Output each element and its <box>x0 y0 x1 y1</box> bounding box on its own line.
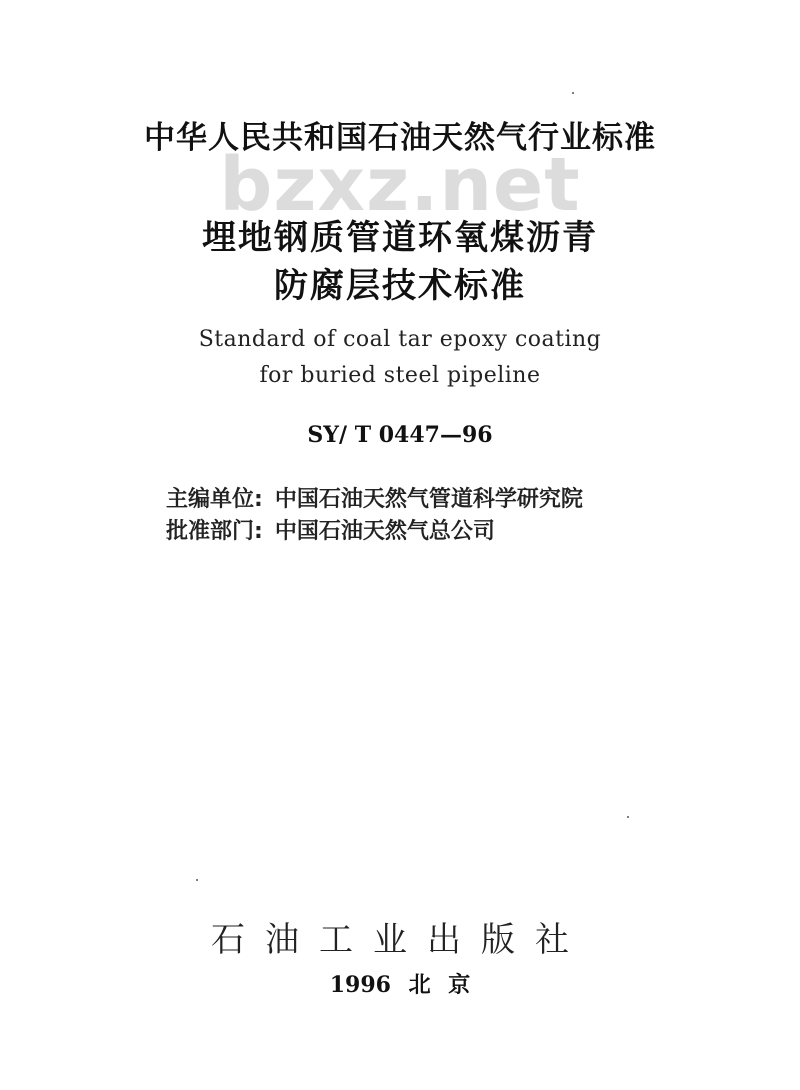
standard-series-heading: 中华人民共和国石油天然气行业标准 <box>144 120 656 156</box>
publication-place-year: 1996 北 京 <box>329 972 471 998</box>
standard-code: SY/ T 0447—96 <box>307 422 493 448</box>
english-title-line-2: for buried steel pipeline <box>259 363 541 388</box>
approver-label: 批准部门: <box>166 519 263 544</box>
document-title-line-1: 埋地钢质管道环氧煤沥青 <box>202 218 598 258</box>
scan-speck <box>572 92 574 94</box>
approver-value: 中国石油天然气总公司 <box>274 519 495 544</box>
scan-speck <box>627 816 629 818</box>
english-title-line-1: Standard of coal tar epoxy coating <box>198 327 602 352</box>
scan-speck <box>196 879 198 881</box>
watermark: bzxz.net <box>219 142 581 228</box>
editor-label: 主编单位: <box>166 487 263 512</box>
approver-row <box>166 514 495 545</box>
publisher-name: 石油工业出版社 <box>211 920 589 960</box>
editor-row <box>166 482 583 513</box>
editor-value: 中国石油天然气管道科学研究院 <box>274 487 583 512</box>
document-title-line-2: 防腐层技术标准 <box>274 266 526 306</box>
